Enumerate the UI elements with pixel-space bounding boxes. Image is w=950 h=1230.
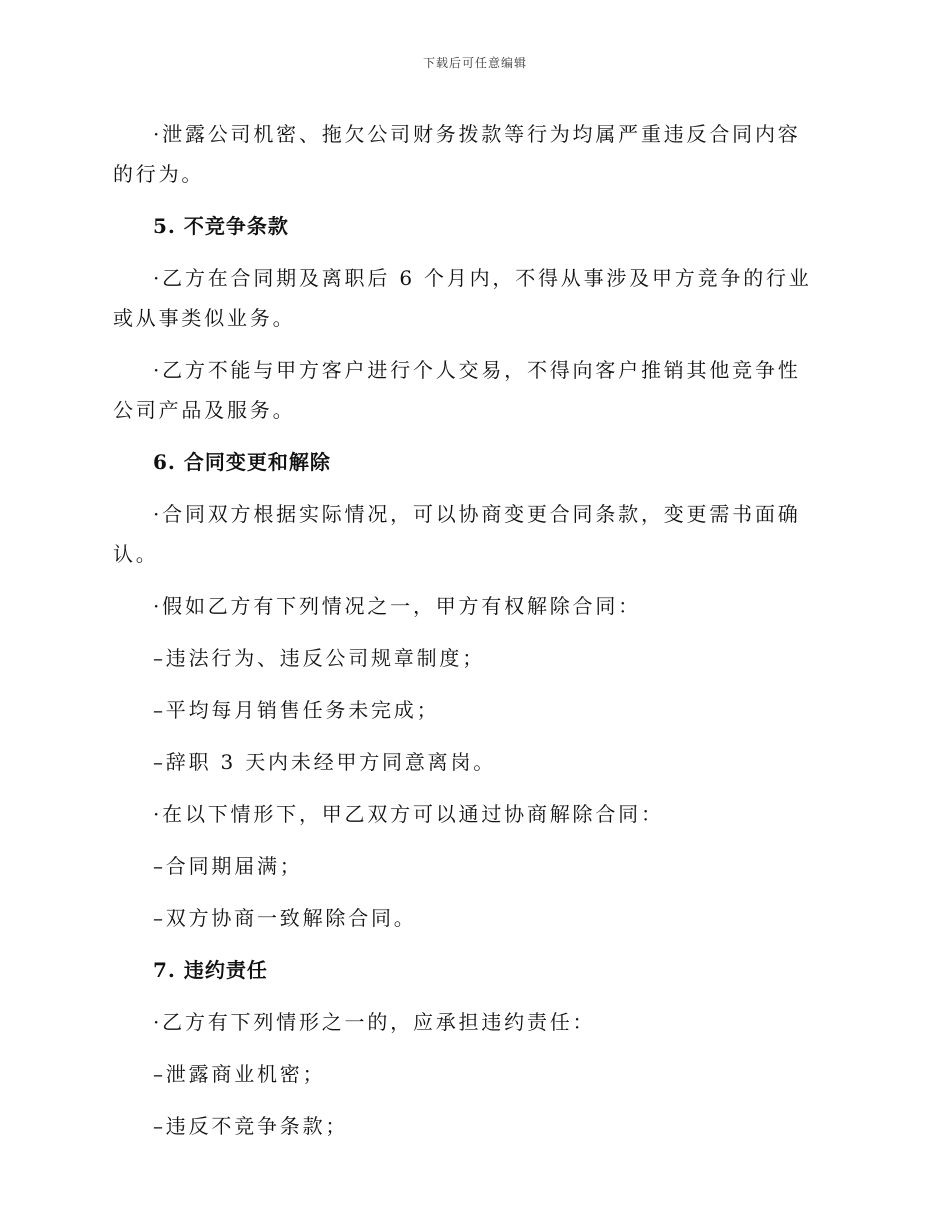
list-item: –合同期届满； bbox=[153, 854, 303, 878]
document-body bbox=[113, 114, 823, 1158]
list-item: –辞职 3 天内未经甲方同意离岗。 bbox=[153, 750, 497, 774]
page-header: 下载后可任意编辑 bbox=[422, 56, 527, 70]
clause-confidentiality-breach: ·泄露公司机密、拖欠公司财务拨款等行为均属严重违反合同内容的行为。 bbox=[113, 122, 801, 186]
clause-contract-modification: ·合同双方根据实际情况，可以协商变更合同条款，变更需书面确认。 bbox=[113, 502, 801, 566]
section-heading-contract-change: 6. 合同变更和解除 bbox=[153, 450, 331, 474]
list-item: –平均每月销售任务未完成； bbox=[153, 698, 440, 722]
clause-mutual-termination: ·在以下情形下，甲乙双方可以通过协商解除合同： bbox=[153, 802, 664, 826]
list-item: –违法行为、违反公司规章制度； bbox=[153, 646, 485, 670]
section-heading-non-compete: 5. 不竞争条款 bbox=[153, 214, 289, 238]
section-heading-liability: 7. 违约责任 bbox=[153, 958, 268, 982]
list-item: –双方协商一致解除合同。 bbox=[153, 906, 417, 930]
clause-breach-liability: ·乙方有下列情形之一的，应承担违约责任： bbox=[153, 1010, 596, 1034]
clause-non-compete-period: ·乙方在合同期及离职后 6 个月内，不得从事涉及甲方竞争的行业或从事类似业务。 bbox=[113, 266, 812, 330]
clause-customer-trading: ·乙方不能与甲方客户进行个人交易，不得向客户推销其他竞争性公司产品及服务。 bbox=[113, 358, 801, 422]
list-item: –泄露商业机密； bbox=[153, 1062, 326, 1086]
clause-termination-conditions: ·假如乙方有下列情况之一，甲方有权解除合同： bbox=[153, 594, 641, 618]
list-item: –违反不竞争条款； bbox=[153, 1114, 349, 1138]
